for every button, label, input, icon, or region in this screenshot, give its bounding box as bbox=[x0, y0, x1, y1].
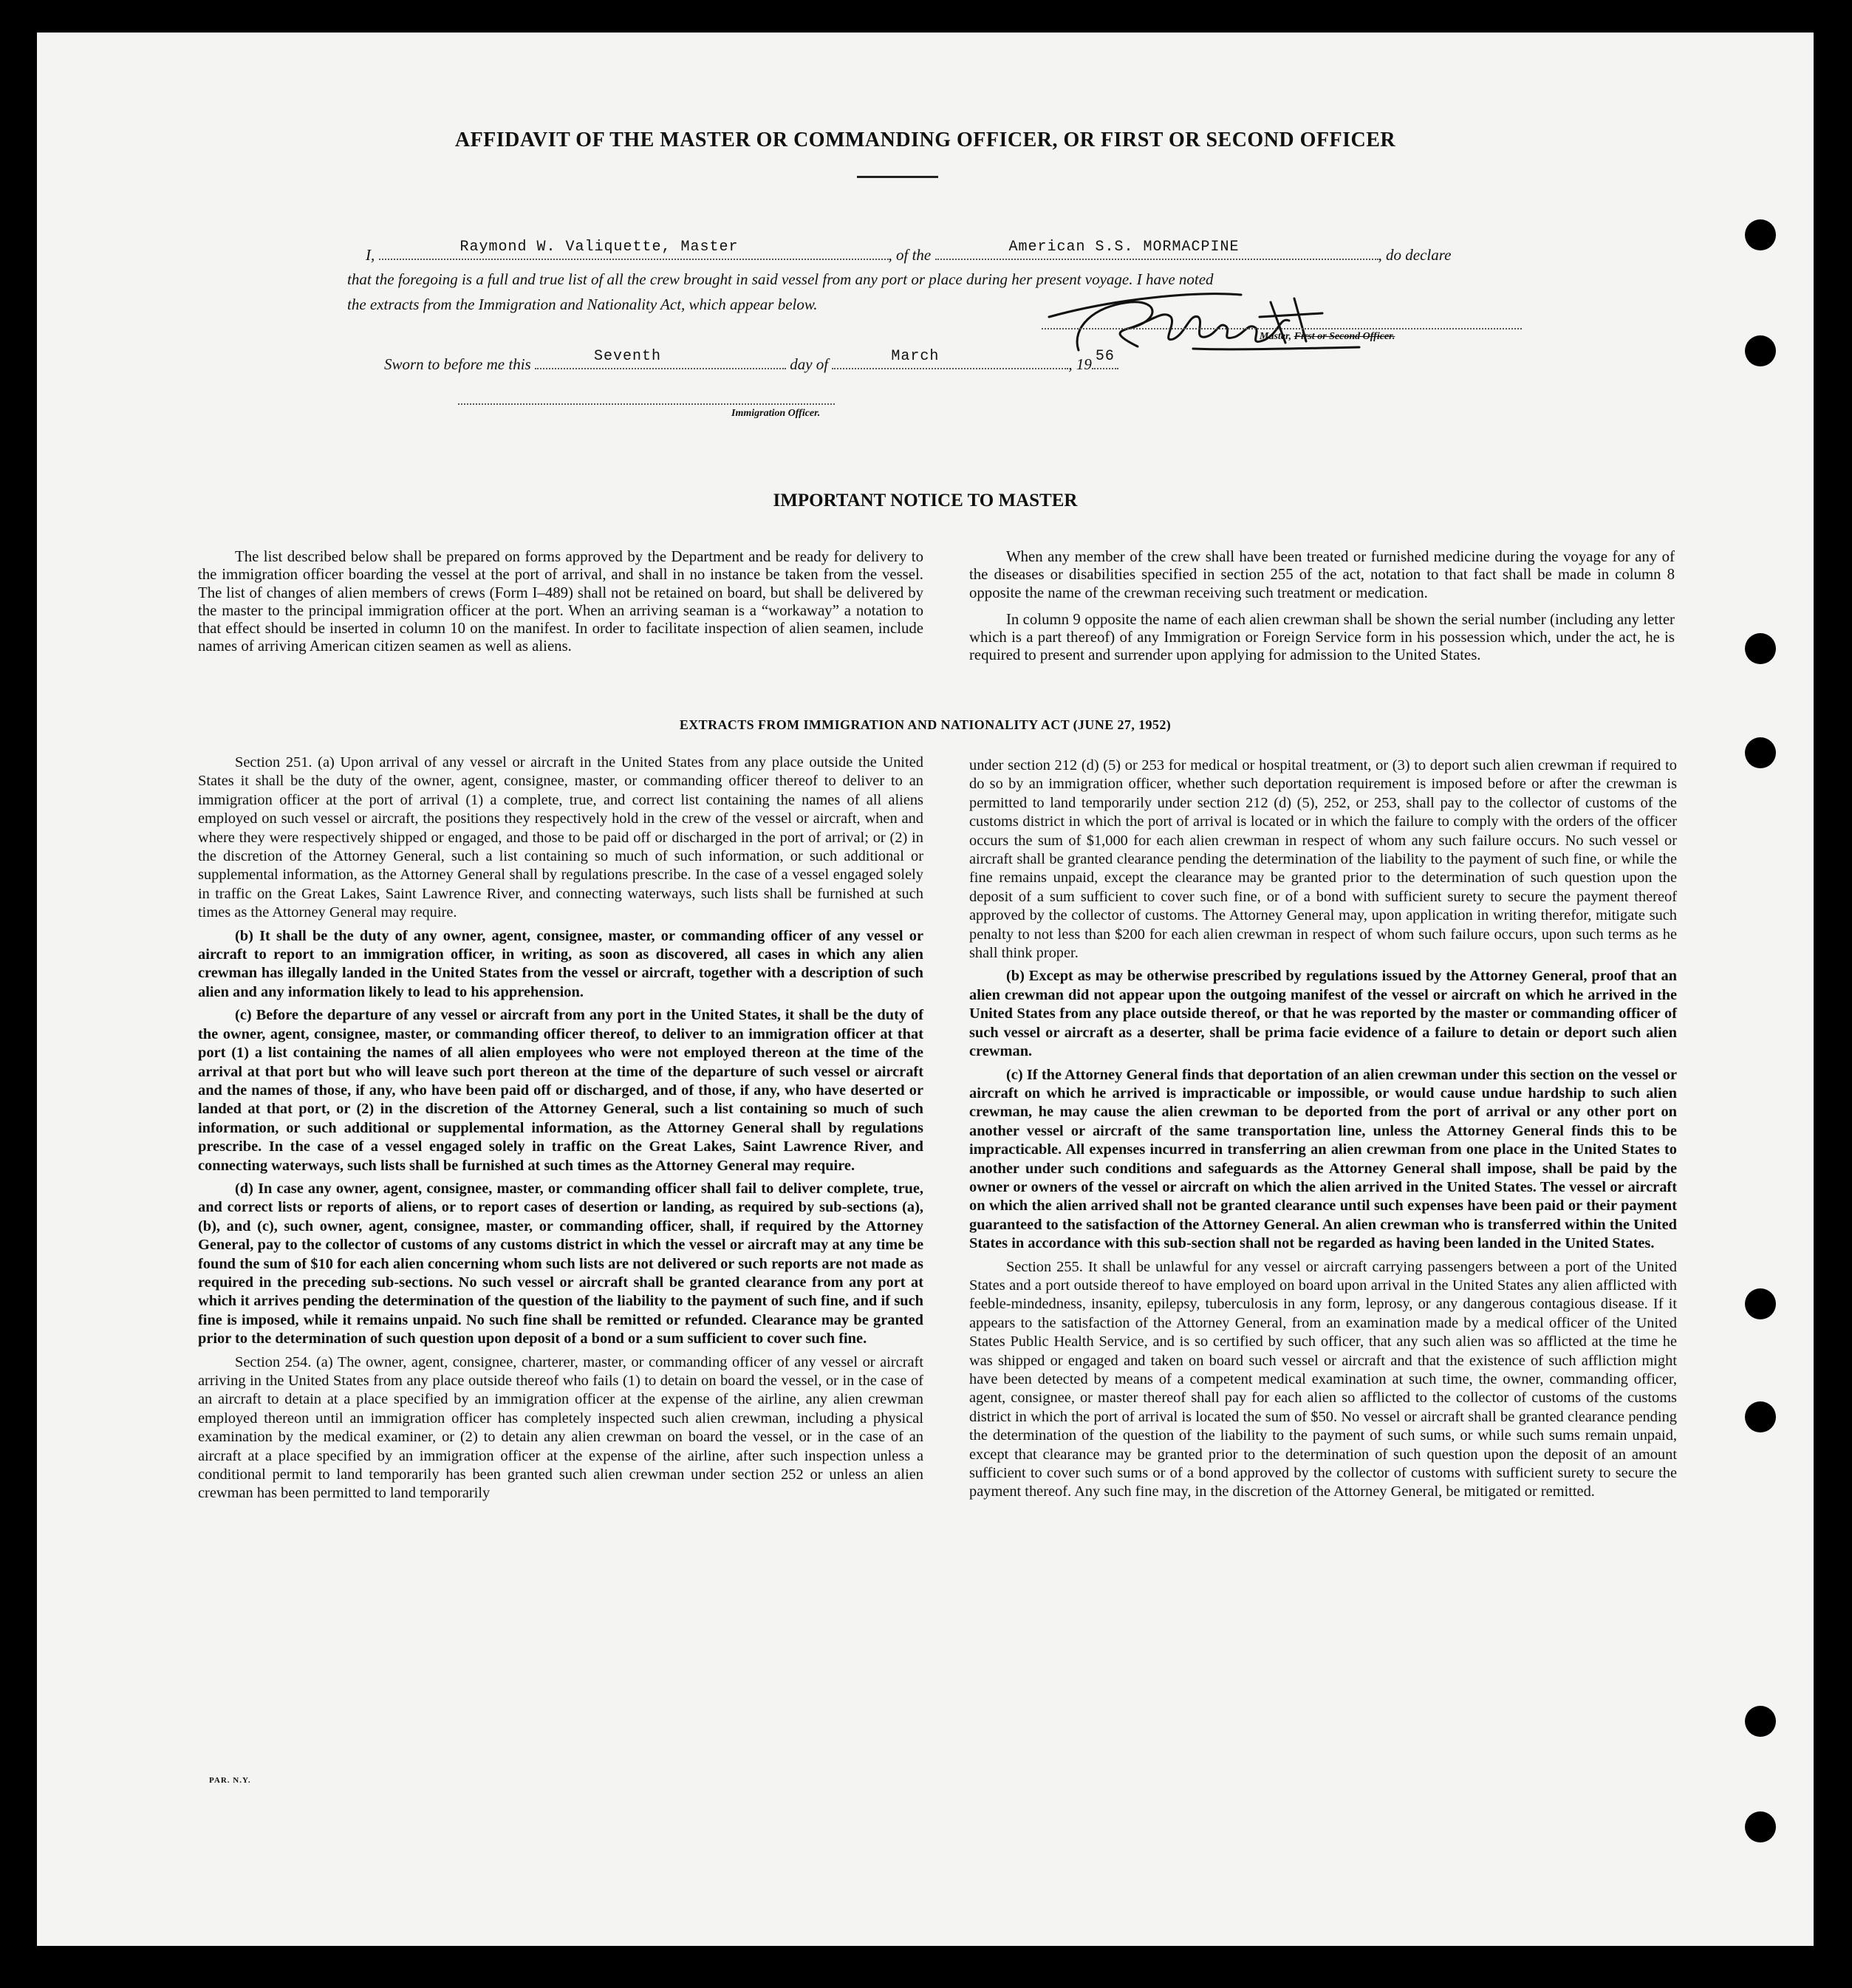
sworn-month-field bbox=[832, 350, 1068, 369]
affidavit-title: AFFIDAVIT OF THE MASTER OR COMMANDING OFFICER, OR FIRST OR SECOND OFFICER bbox=[454, 129, 1396, 151]
notice-heading: IMPORTANT NOTICE TO MASTER bbox=[773, 491, 1078, 510]
section-254a-continued: under section 212 (d) (5) or 253 for medical or hospital treatment, or (3) to deport such alien crewman if required to do so by an immigration officer, whether such deportation requirement is imposed before or after the crewman is permitted to land temporarily under section 212 (d) (5), 252, or 253, shall pay to the collector of customs of the customs district in which the port of arrival is located or in which the failure to comply with the orders of the officer occurs the sum of $1,000 for each alien crewman in respect of whom any such failure occurs. No such vessel or aircraft shall be granted clearance pending the determination of the liability to the payment of such fine, or while the fine remains unpaid, except the clearance may be granted prior to the determination of such question upon the deposit of a sum sufficient to cover such fine, or of a bond with sufficient surety to secure the payment thereof approved by the collector of customs. The Attorney General may, upon application in writing therefor, mitigate such penalty to not less than $200 for each alien crewman in respect of whom such failure occurs, upon such terms as he shall think proper. bbox=[969, 757, 1677, 962]
printer-mark: PAR. N.Y. bbox=[209, 1776, 251, 1785]
section-251c: (c) Before the departure of any vessel or aircraft from any port in the United States, it shall be the duty of the owner, agent, consignee, master, or commanding officer thereof, to deliver to an immigration officer at that port (1) a list containing the names of all alien employees who were not employed thereon at the time of the arrival at that port but who will leave such port thereon at the time of the departure of such vessel or aircraft and the names of those, if any, who have been paid off or discharged, and of those, if any, who have deserted or landed at that port, or (2) in the discretion of the Attorney General, such a list containing so much of such information, or such additional or supplemental information, as the Attorney General shall by regulations prescribe. In the case of a vessel engaged solely in traffic on the Great Lakes, Saint Lawrence River, and connecting waterways, such lists shall be furnished at such times as the Attorney General may require. bbox=[198, 1007, 923, 1174]
punch-hole bbox=[1745, 335, 1776, 366]
declarant-field bbox=[379, 241, 889, 260]
section-251b: (b) It shall be the duty of any owner, agent, consignee, master, or commanding officer of any vessel or aircraft to report to an immigration officer, in writing, as soon as discovered, all cases in which any alien crewman has illegally landed in the United States from the vessel or aircraft, together with a description of such alien and any information likely to lead to his apprehension. bbox=[198, 927, 923, 1000]
punch-hole bbox=[1745, 1288, 1776, 1319]
extracts-right-column bbox=[969, 756, 1677, 1506]
notice-right-paragraph-2: In column 9 opposite the name of each alien crewman shall be shown the serial number (including any letter which is a part thereof) of any Immigration or Foreign Service form in his possession which, under the act, he is required to present and surrender upon applying for admission to the United States. bbox=[969, 610, 1675, 664]
officer-label: Immigration Officer. bbox=[731, 408, 821, 419]
title-master: Master, bbox=[1260, 331, 1292, 342]
sworn-day-value: Seventh bbox=[593, 348, 661, 365]
sworn-year-value: 56 bbox=[1095, 348, 1115, 365]
sworn-prefix: Sworn to before me this bbox=[384, 355, 531, 373]
declaration-suffix: , do declare bbox=[1378, 246, 1452, 264]
notice-left-column bbox=[198, 548, 923, 660]
section-255: Section 255. It shall be unlawful for any vessel or aircraft carrying passengers between a port of the United States and a port outside thereof to have employed on board upon arrival in the United States any alien afflicted with feeble-mindedness, insanity, epilepsy, tuberculosis in any form, leprosy, or any dangerous contagious disease. If it appears to the satisfaction of the Attorney General, from an examination made by a medical officer of the United States Public Health Service, and is so certified by such officer, that any such alien was so afflicted at the time he was shipped or engaged and taken on board such vessel or aircraft and that the existence of such affliction might have been detected by means of a competent medical examination at such time, the owner, commanding officer, agent, consignee, or master thereof shall pay for each alien so afflicted to the collector of customs of the customs district in which the port of arrival is located the sum of $50. No vessel or aircraft shall be granted clearance pending the determination of the question of the liability to the payment of such sums, or while such sums remain unpaid, except that clearance may be granted prior to the determination of such question upon the deposit of an amount sufficient to cover such sums or of a bond approved by the collector of customs with sufficient surety to secure the payment thereof. Any such fine may, in the discretion of the Attorney General, be mitigated or remitted. bbox=[969, 1258, 1677, 1500]
section-251d: (d) In case any owner, agent, consignee, master, or commanding officer shall fail to deliver complete, true, and correct lists or reports of aliens, or to report cases of desertion or landing, as required by sub-sections (a), (b), and (c), such owner, agent, consignee, master, or commanding officer, shall, if required by the Attorney General, pay to the collector of customs of any customs district in which the vessel or aircraft may at any time be found the sum of $10 for each alien concerning whom such lists are not delivered or such reports are not made as required in the preceding sub-sections. No such vessel or aircraft shall be granted clearance from any port at which it arrives pending the determination of the question of the liability to the payment of such fine, and if such fine is imposed, while it remains unpaid. No such fine shall be remitted or refunded. Clearance may be granted prior to the determination of such question upon deposit of a bond or a sum sufficient to cover such fine. bbox=[198, 1180, 923, 1347]
document-page bbox=[37, 33, 1814, 1946]
notice-right-paragraph-1: When any member of the crew shall have been treated or furnished medicine during the voyage for any of the diseases or disabilities specified in section 255 of the act, notation to that fact shall be made in column 8 opposite the name of the crewman receiving such treatment or medication. bbox=[969, 548, 1675, 601]
signature-line bbox=[1042, 328, 1522, 329]
vessel-field bbox=[935, 241, 1378, 260]
declaration-line-3: the extracts from the Immigration and Nationality Act, which appear below. bbox=[347, 296, 818, 313]
punch-hole bbox=[1745, 633, 1776, 664]
notice-right-column bbox=[969, 548, 1675, 669]
sworn-year-prefix: , 19 bbox=[1068, 355, 1092, 373]
notice-left-paragraph: The list described below shall be prepared on forms approved by the Department and be ready for delivery to the immigration officer boarding the vessel at the port of arrival, and shall in no instance be taken from the vessel. The list of changes of alien members of crews (Form I–489) shall not be retained on board, but shall be delivered by the master to the principal immigration officer at the port. When an arriving seaman is a “workaway” a notation to that effect should be inserted in column 10 on the manifest. In order to facilitate inspection of alien seamen, include names of arriving American citizen seamen as well as aliens. bbox=[198, 548, 923, 655]
punch-hole bbox=[1745, 737, 1776, 768]
declaration-prefix: I, bbox=[366, 246, 375, 264]
section-251a: Section 251. (a) Upon arrival of any vessel or aircraft in the United States from any place outside the United States it shall be the duty of the owner, agent, consignee, master, or commanding officer thereof to deliver to an immigration officer at the port of arrival (1) a complete, true, and correct list containing the names of all aliens employed on such vessel or aircraft, the positions they respectively hold in the crew of the vessel or aircraft, when and where they were respectively shipped or engaged, and those to be paid off or discharged in the port of arrival; or (2) in the discretion of the Attorney General, such a list containing so much of such information, or such additional or supplemental information, as the Attorney General shall by regulations prescribe. In the case of a vessel engaged solely in traffic on the Great Lakes, Saint Lawrence River, and connecting waterways, such lists shall be furnished at such times as the Attorney General may require. bbox=[198, 754, 923, 921]
sworn-day-field bbox=[535, 350, 786, 369]
sworn-year-field bbox=[1092, 350, 1118, 369]
title-struck: First or Second Officer. bbox=[1294, 331, 1395, 342]
vessel-value: American S.S. MORMACPINE bbox=[1008, 239, 1240, 256]
punch-hole bbox=[1745, 1401, 1776, 1432]
sworn-day-of: day of bbox=[790, 355, 829, 373]
officer-signature-line bbox=[458, 403, 835, 405]
extracts-heading: EXTRACTS FROM IMMIGRATION AND NATIONALITY ACT (JUNE 27, 1952) bbox=[679, 717, 1172, 732]
declarant-value: Raymond W. Valiquette, Master bbox=[459, 239, 739, 256]
section-254c: (c) If the Attorney General finds that deportation of an alien crewman under this section on the vessel or aircraft on which he arrived is impracticable or impossible, or would cause undue hardship to such alien crewman, he may cause the alien crewman to be deported from the port of arrival or any other port on another vessel or aircraft of the same transportation line, unless the Attorney General finds this to be impracticable. All expenses incurred in transferring an alien crewman from one place in the United States to another under such conditions and safeguards as the Attorney General shall impose, shall be paid by the owner or owners of the vessel or aircraft on which the alien arrived in the United States. The vessel or aircraft on which the alien arrived shall not be granted clearance until such expenses have been paid or their payment guaranteed to the satisfaction of the Attorney General. An alien crewman who is transferred within the United States in accordance with this sub-section shall not be regarded as having been landed in the United States. bbox=[969, 1066, 1677, 1252]
punch-hole bbox=[1745, 1811, 1776, 1842]
sworn-line bbox=[384, 350, 1118, 374]
section-254a: Section 254. (a) The owner, agent, consignee, charterer, master, or commanding officer of any vessel or aircraft arriving in the United States from any place outside thereof who fails (1) to detain on board the vessel, or in the case of an aircraft to detain at a place specified by an immigration officer at the expense of the airline, any alien crewman employed thereon until an immigration officer has completely inspected such alien crewman, including a physical examination by the medical examiner, or (2) to detain any alien crewman on board the vessel, or in the case of an aircraft at a place specified by an immigration officer at the expense of the airline, after such inspection unless a conditional permit to land temporarily has been granted such alien crewman under section 252 or unless an alien crewman has been permitted to land temporarily bbox=[198, 1353, 923, 1502]
title-rule bbox=[857, 176, 938, 178]
section-254b: (b) Except as may be otherwise prescribed by regulations issued by the Attorney General, proof that an alien crewman did not appear upon the outgoing manifest of the vessel or aircraft on which he arrived in the United States from any place outside thereof, or that he was reported by the master or commanding officer of such vessel or aircraft as a deserter, shall be prima facie evidence of a failure to detain or deport such alien crewman. bbox=[969, 968, 1677, 1060]
extracts-left-column bbox=[198, 754, 923, 1508]
signature-title bbox=[1260, 331, 1395, 343]
declaration-line-2: that the foregoing is a full and true list of all the crew brought in said vessel from any port or place during her present voyage. I have noted bbox=[347, 270, 1214, 288]
declaration-mid: , of the bbox=[888, 246, 932, 264]
punch-hole bbox=[1745, 219, 1776, 250]
declaration-line bbox=[366, 241, 1451, 264]
sworn-month-value: March bbox=[891, 348, 940, 365]
punch-hole bbox=[1745, 1706, 1776, 1737]
